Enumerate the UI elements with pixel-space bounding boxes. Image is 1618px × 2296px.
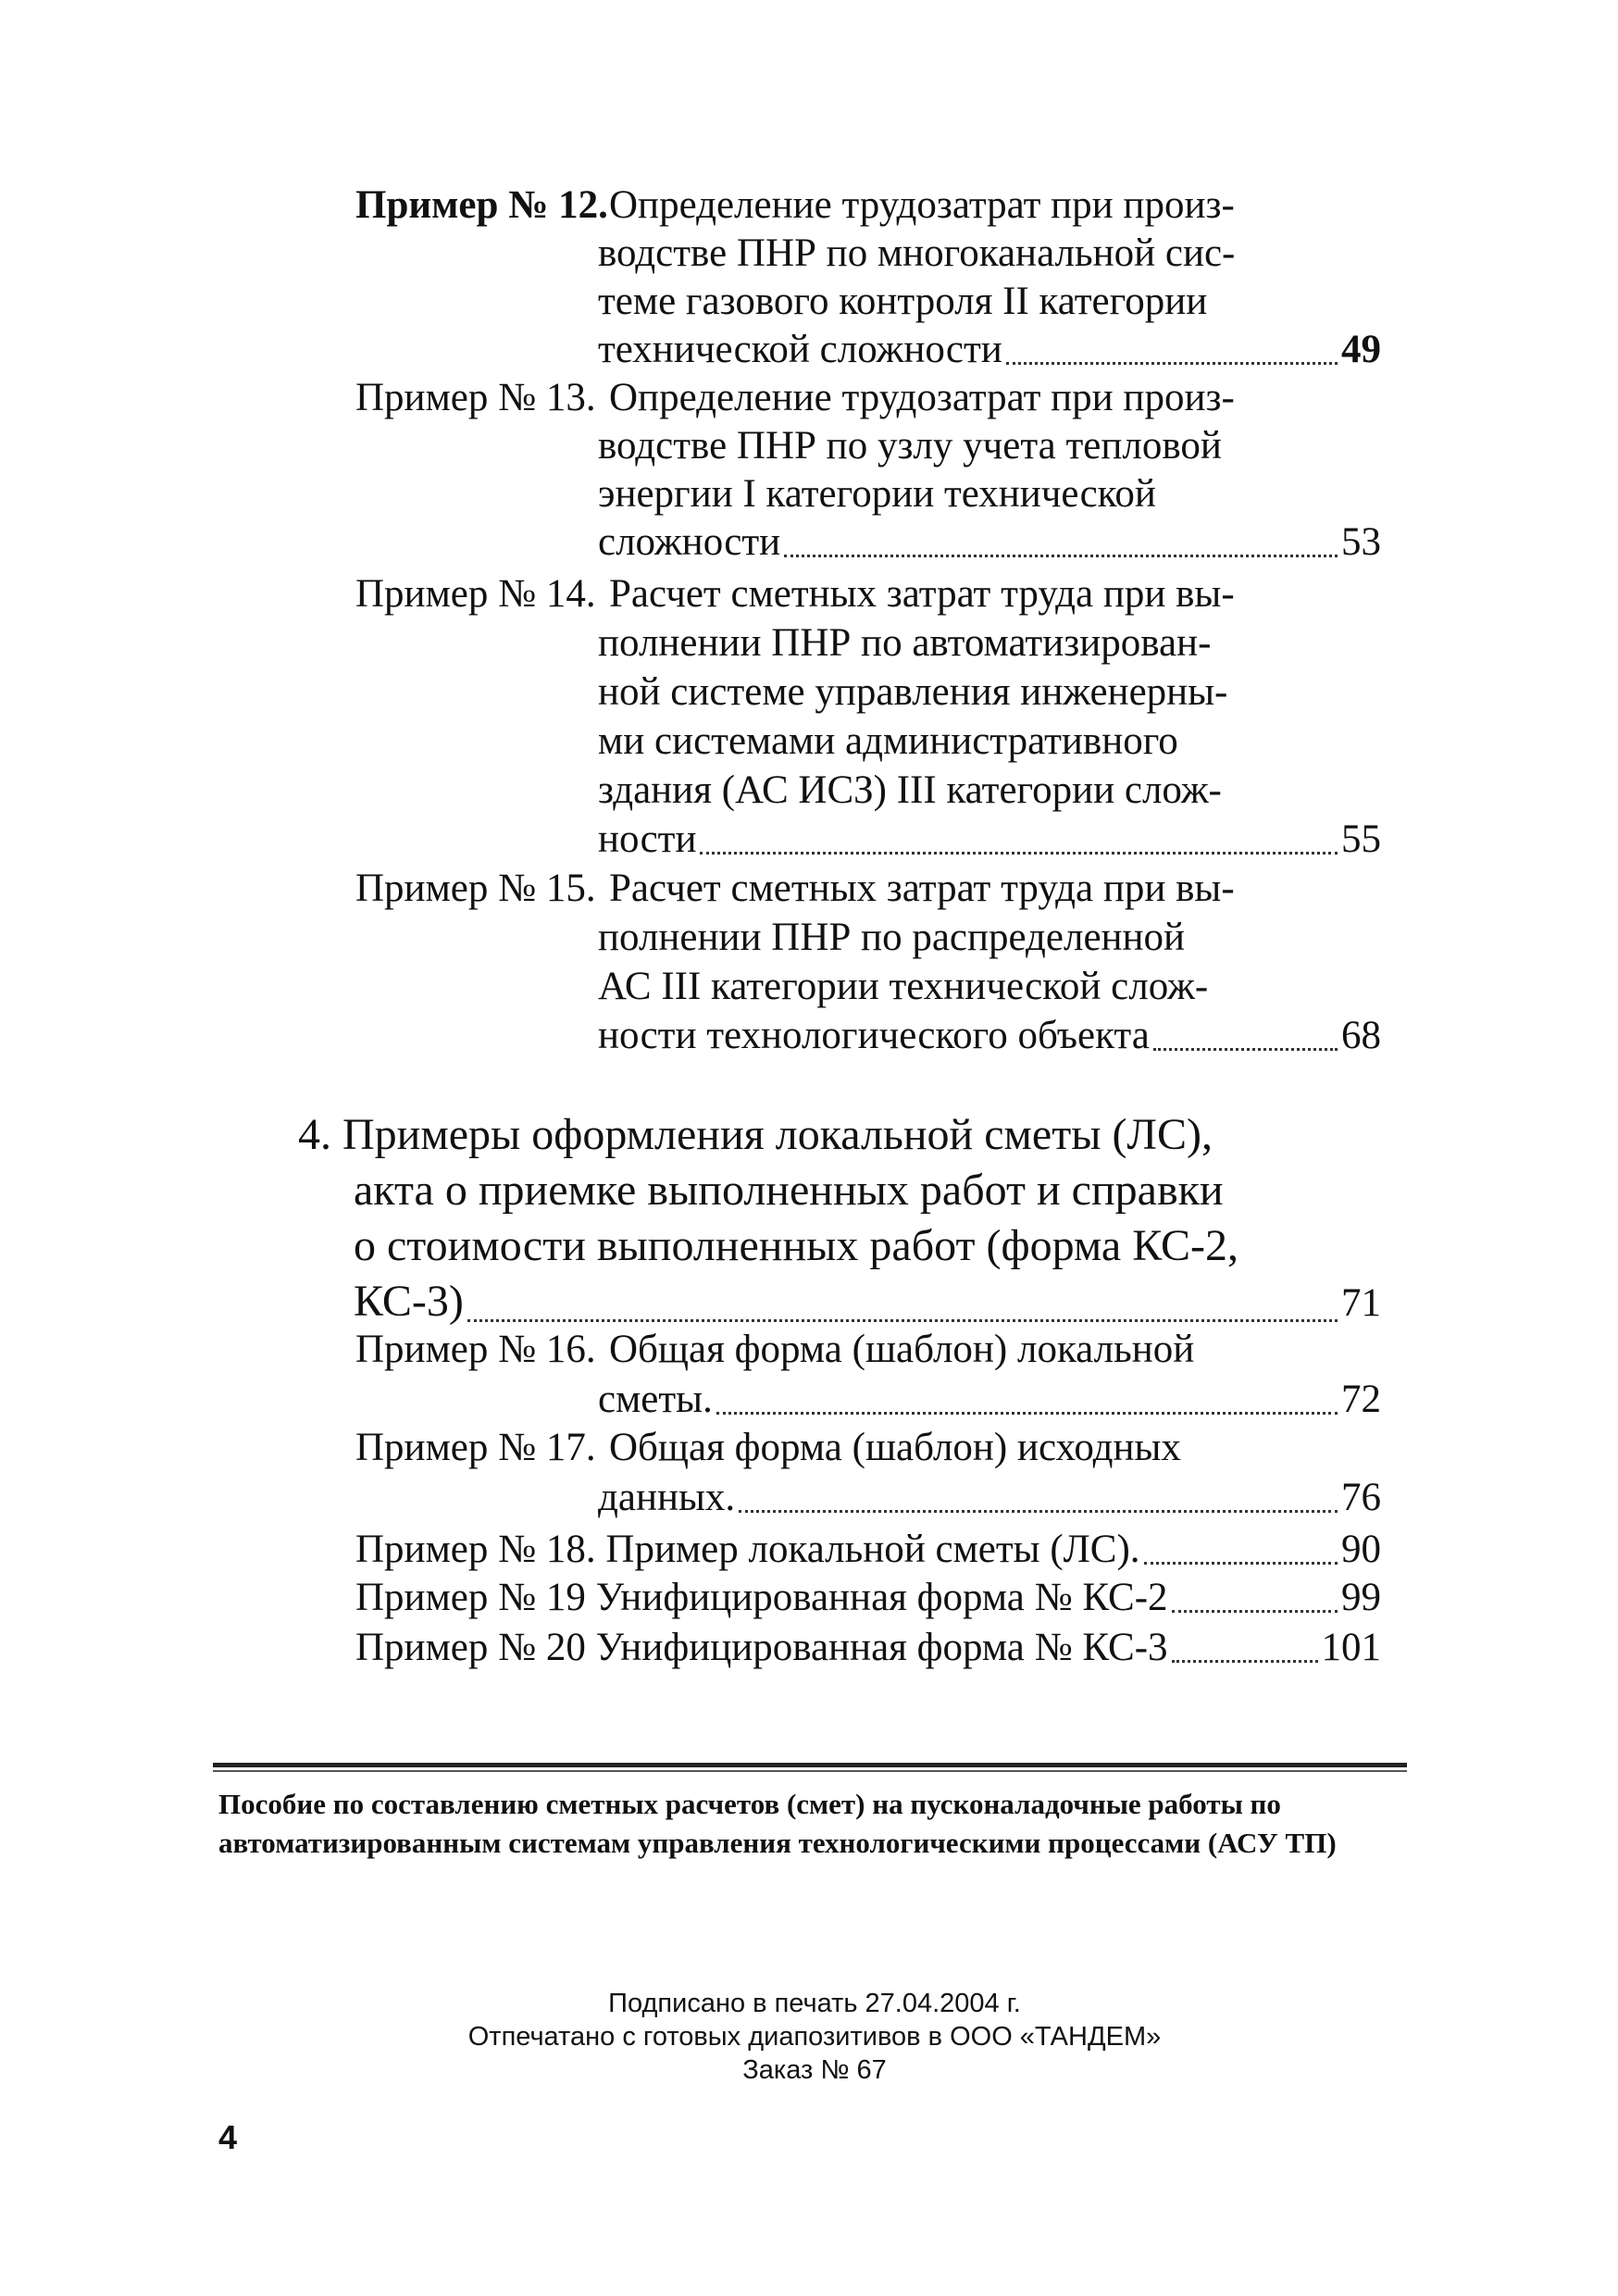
dot-leader xyxy=(467,1319,1338,1322)
toc-entry-line: Общая форма (шаблон) локальной xyxy=(609,1328,1195,1371)
footer-divider-thin xyxy=(213,1770,1407,1772)
toc-entry-line: ности xyxy=(598,817,697,861)
toc-entry-example-17 xyxy=(355,1424,1401,1526)
dot-leader xyxy=(716,1412,1338,1415)
section-heading-line: КС-3) xyxy=(354,1277,464,1326)
toc-entry-line: ной системе управления инженерны- xyxy=(598,670,1228,714)
section-heading-line: о стоимости выполненных работ (форма КС-2, xyxy=(354,1221,1239,1270)
toc-entry-last-line xyxy=(598,518,1381,567)
toc-entry-label: Пример № 16. xyxy=(355,1328,596,1371)
toc-entry-line-full xyxy=(355,1624,1381,1672)
publication-title: Пособие по составлению сметных расчетов (смет) на пусконаладочные работы по автоматизированным системам управления технологическими процессами (АСУ ТП) xyxy=(218,1788,1337,1859)
toc-entry-line: энергии I категории технической xyxy=(598,472,1156,516)
dot-leader xyxy=(1006,362,1338,365)
toc-entry-line: Расчет сметных затрат труда при вы- xyxy=(609,572,1235,616)
dot-leader xyxy=(784,555,1338,557)
toc-page-number: 71 xyxy=(1341,1281,1381,1325)
dot-leader xyxy=(1144,1562,1338,1565)
toc-entry-line: водстве ПНР по узлу учета тепловой xyxy=(598,424,1222,468)
toc-page-number: 55 xyxy=(1341,817,1381,861)
toc-entry-label: Пример № 14. xyxy=(355,572,596,616)
toc-entry-example-14 xyxy=(355,570,1401,867)
toc-entry-line: ности технологического объекта xyxy=(598,1014,1150,1057)
section-heading-line: 4. Примеры оформления локальной сметы (ЛС), xyxy=(298,1110,1213,1159)
toc-entry-line: Расчет сметных затрат труда при вы- xyxy=(609,867,1235,910)
toc-entry-example-13 xyxy=(355,374,1401,568)
toc-page-number: 76 xyxy=(1341,1476,1381,1519)
toc-entry-example-19 xyxy=(355,1574,1383,1622)
section-heading-last-line xyxy=(354,1274,1381,1331)
toc-entry-line: Определение трудозатрат при произ- xyxy=(609,183,1235,227)
imprint-line: Отпечатано с готовых диапозитивов в ООО «ТАНДЕМ» xyxy=(467,2022,1162,2052)
toc-section-4 xyxy=(298,1107,1409,1339)
toc-entry-example-16 xyxy=(355,1326,1401,1428)
toc-entry-line: АС III категории технической слож- xyxy=(598,965,1209,1008)
toc-entry-line: технической сложности xyxy=(598,328,1002,371)
toc-entry-last-line xyxy=(598,816,1381,864)
toc-entry-line-full xyxy=(355,1526,1381,1574)
dot-leader xyxy=(1153,1048,1338,1051)
toc-entry-line: Определение трудозатрат при произ- xyxy=(609,376,1235,419)
toc-entry-line: данных. xyxy=(598,1476,736,1519)
toc-page-number: 101 xyxy=(1321,1626,1381,1669)
toc-entry-line: сметы. xyxy=(598,1378,713,1421)
toc-entry-line: полнении ПНР по распределенной xyxy=(598,916,1186,959)
toc-entry-line: сложности xyxy=(598,520,781,564)
imprint-line: Подписано в печать 27.04.2004 г. xyxy=(608,1989,1021,2018)
dot-leader xyxy=(1172,1660,1318,1663)
toc-entry-line: водстве ПНР по многоканальной сис- xyxy=(598,231,1236,275)
dot-leader xyxy=(1172,1610,1338,1613)
toc-entry-label: Пример № 17. xyxy=(355,1426,596,1469)
section-heading-line: акта о приемке выполненных работ и справки xyxy=(354,1166,1224,1215)
toc-entry-line: Пример № 18. Пример локальной сметы (ЛС). xyxy=(355,1528,1140,1571)
imprint-line: Заказ № 67 xyxy=(742,2055,887,2085)
page-number: 4 xyxy=(218,2118,238,2156)
toc-entry-last-line xyxy=(598,326,1381,374)
toc-entry-line: здания (АС ИСЗ) III категории слож- xyxy=(598,768,1222,812)
toc-page-number: 68 xyxy=(1341,1014,1381,1057)
toc-page-number: 90 xyxy=(1341,1528,1381,1571)
toc-entry-label: Пример № 15. xyxy=(355,867,596,910)
toc-entry-last-line xyxy=(598,1012,1381,1060)
toc-entry-line-full xyxy=(355,1574,1381,1622)
toc-entry-line: ми системами административного xyxy=(598,719,1178,763)
toc-entry-example-20 xyxy=(355,1624,1383,1672)
toc-entry-line: Пример № 20 Унифицированная форма № КС-3 xyxy=(355,1626,1168,1669)
dot-leader xyxy=(700,852,1338,855)
toc-entry-label: Пример № 13. xyxy=(355,376,596,419)
toc-page-number: 49 xyxy=(1341,328,1381,371)
footer-divider xyxy=(213,1763,1407,1767)
toc-entry-example-12 xyxy=(355,181,1401,376)
toc-page-number: 99 xyxy=(1341,1576,1381,1619)
toc-entry-line: Общая форма (шаблон) исходных xyxy=(609,1426,1181,1469)
toc-entry-label: Пример № 12. xyxy=(355,183,608,227)
toc-entry-example-18 xyxy=(355,1526,1383,1574)
toc-entry-last-line xyxy=(598,1376,1381,1424)
toc-entry-example-15 xyxy=(355,865,1401,1068)
toc-entry-line: теме газового контроля II категории xyxy=(598,280,1208,323)
dot-leader xyxy=(739,1510,1338,1513)
toc-entry-last-line xyxy=(598,1474,1381,1522)
toc-entry-line: Пример № 19 Унифицированная форма № КС-2 xyxy=(355,1576,1168,1619)
toc-page-number: 53 xyxy=(1341,520,1381,564)
toc-page-number: 72 xyxy=(1341,1378,1381,1421)
toc-entry-line: полнении ПНР по автоматизирован- xyxy=(598,621,1212,665)
